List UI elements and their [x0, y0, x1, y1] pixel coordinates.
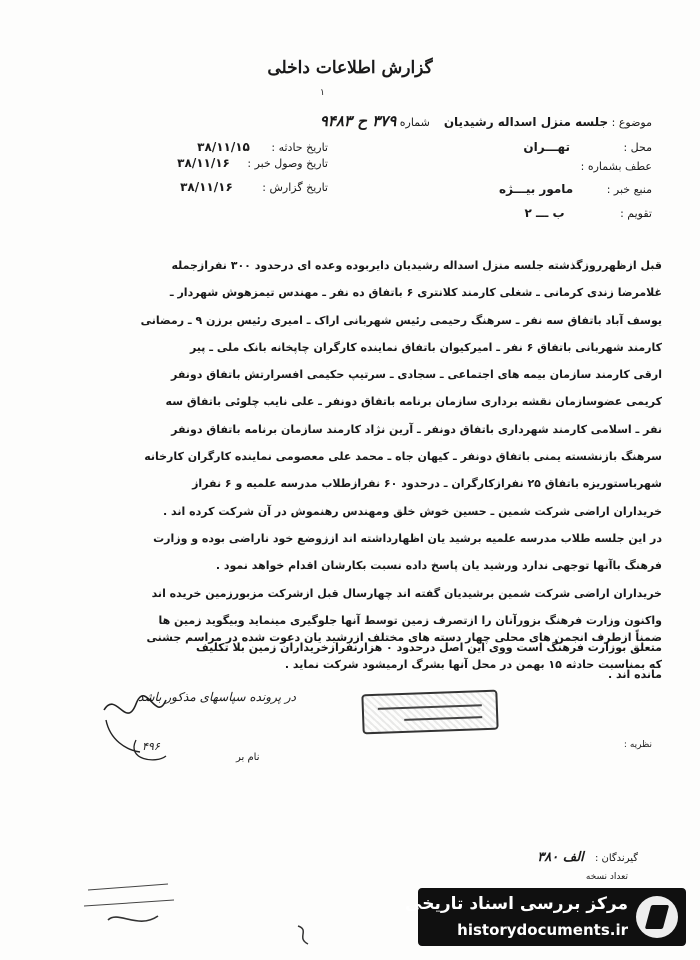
body-line: قبل ازظهرروزگذشته جلسه منزل اسداله رشیدیان دایربوده وعده ای درحدود ۳۰۰ نفرازجمله	[171, 259, 662, 272]
report-date-label: تاریخ گزارش :	[262, 181, 328, 194]
place-row	[523, 140, 652, 154]
opinion-label: نظریه :	[623, 740, 652, 750]
body-line: شهرباستوریزه باتفاق ۲۵ نفرازکارگران ـ درحدود ۶۰ نفرازطلاب مدرسه علمیه و ۶ نفراز	[192, 477, 662, 491]
source-label: منبع خبر :	[606, 183, 652, 196]
body-line: ارقی کارمند سازمان بیمه های اجتماعی ـ سجادی ـ سرتیپ حکیمی افسرارتش باتفاق دونفر	[171, 368, 662, 382]
signature-note: در پرونده سپاسهای مذکور باشد	[138, 690, 296, 704]
archive-emblem-icon	[636, 896, 678, 938]
body-line: خریداران اراضی شرکت شمین ـ حسین خوش خلق ومهندس رهنموش در آن شرکت کرده اند .	[163, 504, 662, 518]
document-title: گزارش اطلاعات داخلی	[267, 58, 433, 78]
signature-name-label: نام بر	[236, 752, 260, 763]
recipients-label: گیرندگان :	[594, 853, 638, 864]
signature-area	[96, 680, 296, 770]
event-date-value: ۳۸/۱۱/۱۵	[197, 140, 250, 154]
archive-logo	[405, 888, 686, 946]
recipients-value: الف ۳۸۰	[537, 850, 584, 865]
receipt-date-label: تاریخ وصول خبر :	[247, 157, 328, 170]
body-line: در این جلسه طلاب مدرسه علمیه برشید یان اظهارداشته اند اززوضع خود ناراضی بوده و وزارت	[153, 531, 662, 545]
subject-row	[320, 112, 652, 130]
archive-logo-en: historydocuments.ir	[457, 921, 628, 939]
closing-line: که بمناسبت حادثه ۱۵ بهمن در محل آنها بشرگ ارمیشود شرکت نماید .	[284, 658, 662, 671]
body-line: فرهنگ باآنها توجهی ندارد ورشید یان پاسخ داده نسبت بکارشان اقدام خواهد نمود .	[215, 559, 662, 573]
body-line: سرهنگ بازنشسته یمنی باتفاق دونفر ـ کیهان جاه ـ محمد علی معصومی نماینده کارگران کارخانه	[144, 450, 662, 464]
evaluation-row	[525, 206, 652, 220]
evaluation-value: ب ـــ ۲	[524, 206, 565, 220]
source-row	[499, 182, 652, 196]
event-date-label: تاریخ حادثه :	[271, 141, 328, 154]
place-label: محل :	[623, 141, 652, 154]
source-value: مامور بیـــژه	[498, 182, 574, 196]
body-line: یوسف آباد باتفاق سه نفر ـ سرهنگ رحیمی رئیس شهربانی اراک ـ امیری رئیس برزن ۹ ـ رمضانی	[140, 313, 662, 327]
number-label: شماره	[399, 116, 430, 129]
copies-label: تعداد نسخه	[585, 872, 628, 882]
event-date-row	[197, 140, 328, 154]
receipt-date-row	[177, 156, 328, 170]
attachments-label: عطف بشماره :	[580, 160, 652, 173]
report-closing	[100, 624, 662, 678]
closing-line: ضمناً ازطرف انجمن های محلی چهار دسته های مختلف ازرشید یان دعوت شده در مراسم جشنی	[146, 631, 662, 644]
body-line: غلامرضا زندی کرمانی ـ شغلی کارمند کلانتری ۶ باتفاق ده نفر ـ مهندس تیمزهوش شهردار ـ	[169, 286, 662, 300]
body-line: خریداران اراضی شرکت شمین برشیدیان گفته اند چهارسال قبل ازشرکت مزبورزمین خریده اند	[151, 586, 662, 600]
place-value: تهـــران	[523, 140, 570, 154]
signature-number: ۴۹۶	[142, 740, 160, 753]
report-date-row	[180, 180, 328, 194]
body-line: کارمند شهربانی باتفاق ۶ نفر ـ امیرکیوان باتفاق نماینده کارگران چاپخانه بانک ملی ـ پیر	[189, 340, 662, 354]
page-mark	[290, 920, 320, 950]
number-value: ۳۷۹ ح ۹۴۸۳	[319, 112, 397, 130]
report-date-value: ۳۸/۱۱/۱۶	[180, 180, 233, 194]
recipients-row	[537, 850, 638, 865]
receipt-date-value: ۳۸/۱۱/۱۶	[177, 156, 230, 170]
attachments-row	[581, 160, 652, 173]
title-mark: ۱	[320, 88, 325, 98]
body-line: مانده اند .	[607, 668, 662, 682]
body-line: کریمی عضوسازمان نقشه برداری سازمان برنامه باتفاق دونفر ـ علی نایب چلوئی باتفاق سه	[165, 395, 662, 409]
subject-value: جلسه منزل اسداله رشیدیان	[443, 115, 609, 129]
official-stamp	[361, 690, 498, 735]
footer-scribble	[78, 870, 188, 940]
archive-logo-fa: مرکز بررسی اسناد تاریخی	[405, 894, 628, 914]
body-line: نفر ـ اسلامی کارمند شهرداری باتفاق دونفر ـ آرین نژاد کارمند سازمان برنامه باتفاق دونفر	[171, 422, 662, 436]
body-line: واکنون وزارت فرهنگ بزورآنان را ازتصرف زمین توسط آنها جلوگیری مینماید وبیگوید زمین ها	[158, 613, 662, 627]
evaluation-label: تقویم :	[620, 207, 652, 220]
subject-label: موضوع :	[611, 116, 652, 129]
body-line: متعلق بوزارت فرهنگ است ووی این اصل درحدود ۰ هزارنفرازخریداران زمین بلا تکلیف	[196, 641, 662, 655]
